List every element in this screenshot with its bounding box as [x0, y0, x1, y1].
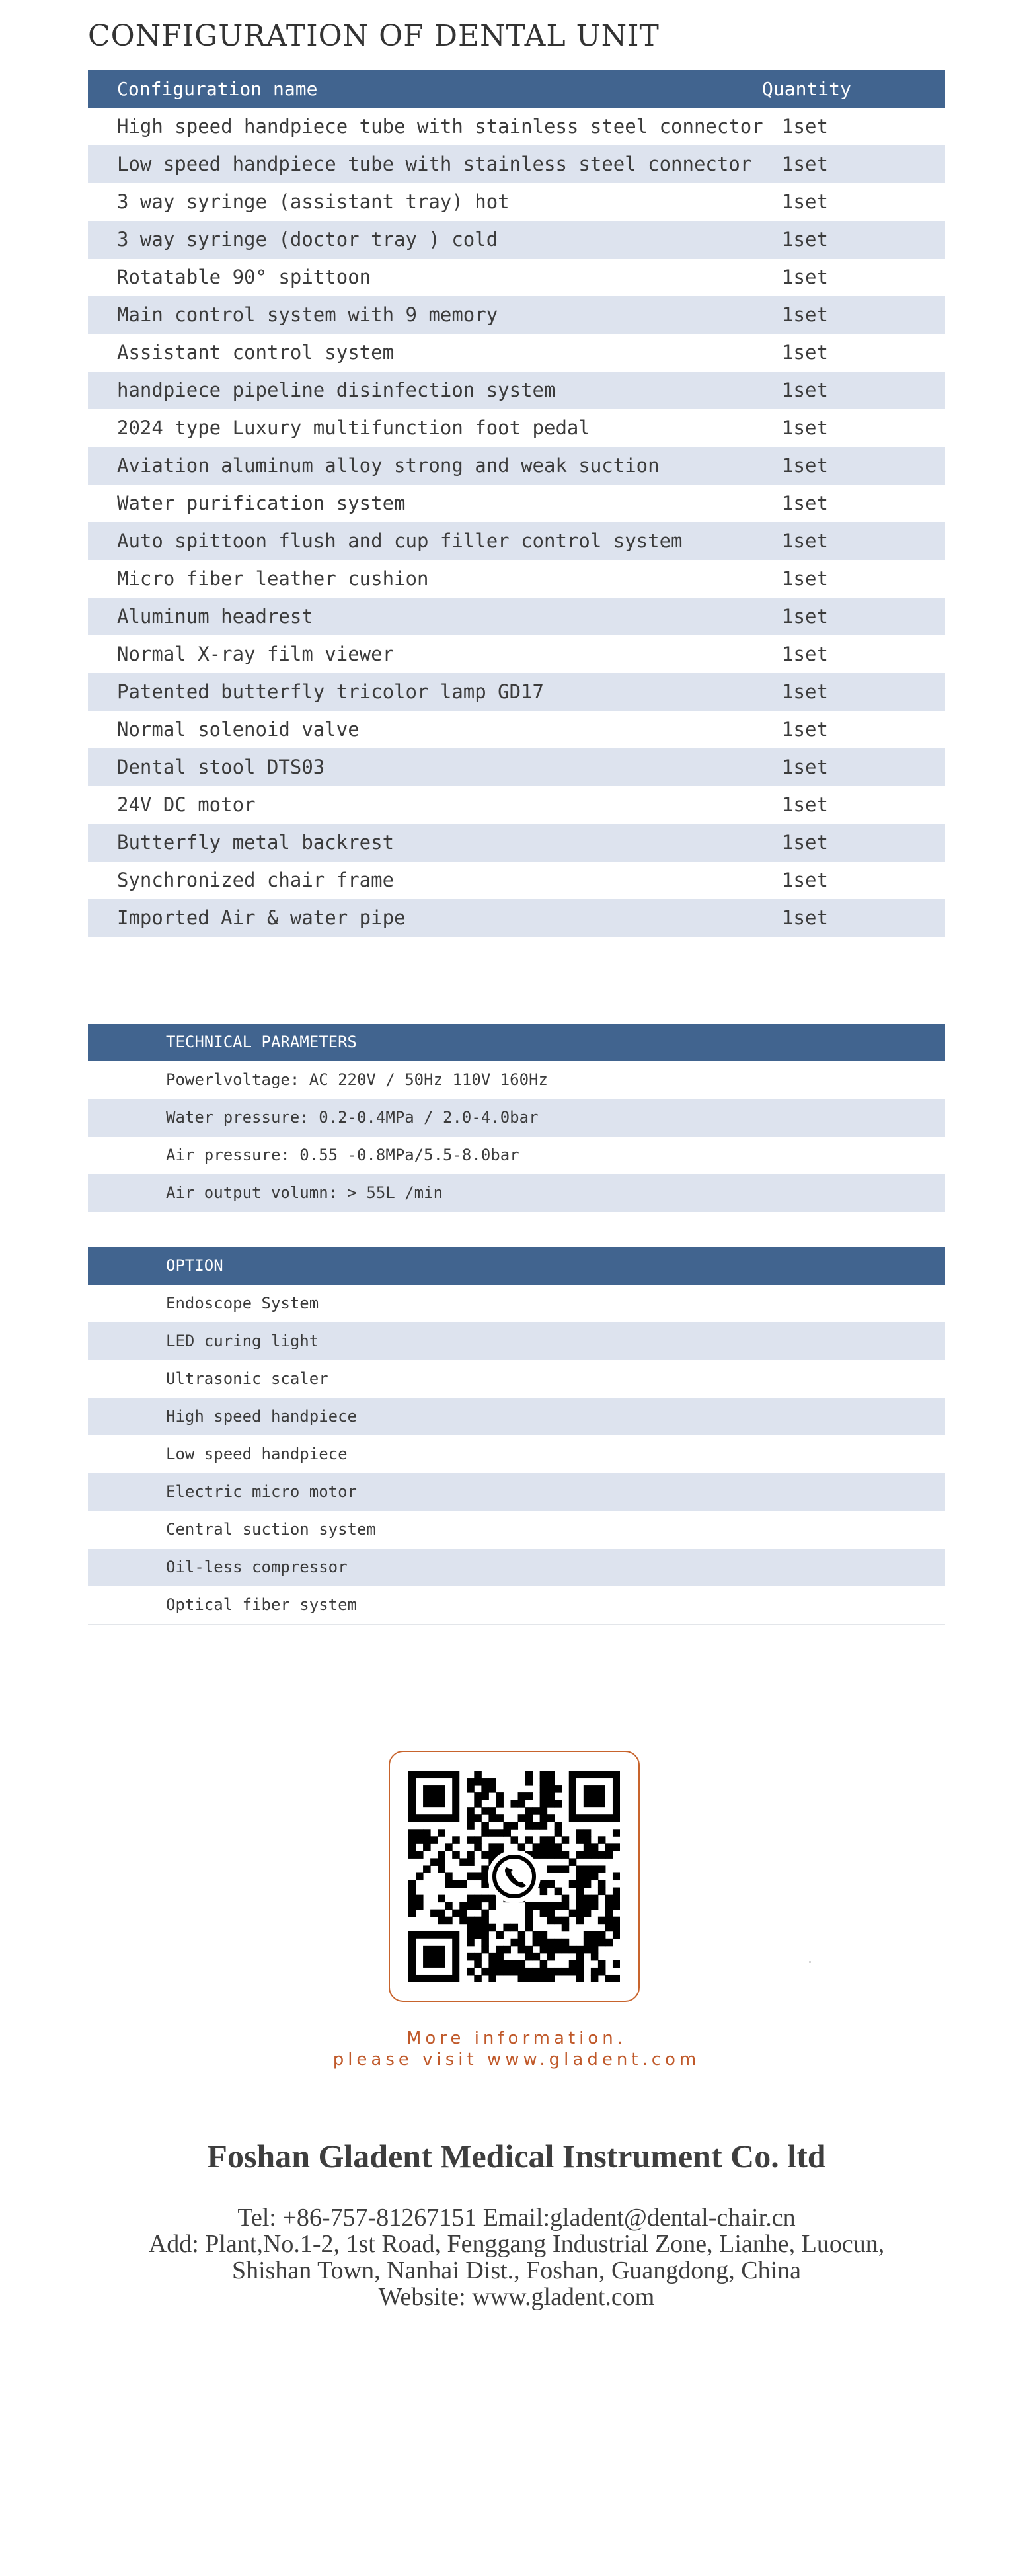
- technical-parameter-text: Powerlvoltage: AC 220V / 50Hz 110V 160Hz: [166, 1070, 548, 1089]
- technical-parameter-text: Air output volumn: > 55L /min: [166, 1184, 443, 1202]
- technical-parameters-header: [88, 1024, 945, 1061]
- configuration-item-name: Dental stool DTS03: [117, 756, 325, 778]
- option-item-text: Low speed handpiece: [166, 1445, 348, 1463]
- configuration-row: [88, 598, 945, 635]
- configuration-item-name: 3 way syringe (assistant tray) hot: [117, 190, 510, 213]
- configuration-row: [88, 259, 945, 296]
- option-title: OPTION: [166, 1256, 223, 1275]
- configuration-row: [88, 862, 945, 899]
- option-item-text: Oil-less compressor: [166, 1558, 348, 1576]
- configuration-row: [88, 372, 945, 409]
- contact-website: Website: www.gladent.com: [378, 2283, 655, 2311]
- configuration-row: [88, 334, 945, 372]
- configuration-item-quantity: 1set: [782, 718, 828, 741]
- configuration-item-quantity: 1set: [782, 869, 828, 891]
- option-row: [88, 1398, 945, 1435]
- option-item-text: Ultrasonic scaler: [166, 1369, 328, 1388]
- whatsapp-qr-code-icon: [408, 1771, 620, 1982]
- configuration-table-header: [88, 70, 945, 108]
- configuration-item-quantity: 1set: [782, 793, 828, 816]
- configuration-row: [88, 786, 945, 824]
- technical-parameters-table: [88, 1024, 945, 1212]
- option-item-text: Electric micro motor: [166, 1482, 357, 1501]
- option-item-text: High speed handpiece: [166, 1407, 357, 1426]
- configuration-item-name: High speed handpiece tube with stainless steel connector: [117, 115, 763, 138]
- option-row: [88, 1360, 945, 1398]
- configuration-row: [88, 748, 945, 786]
- configuration-item-name: Micro fiber leather cushion: [117, 567, 429, 590]
- configuration-row: [88, 108, 945, 145]
- contact-address-line-1: Add: Plant,No.1-2, 1st Road, Fenggang Industrial Zone, Lianhe, Luocun,: [148, 2230, 885, 2258]
- configuration-row: [88, 145, 945, 183]
- option-row: [88, 1285, 945, 1322]
- option-table: [88, 1247, 945, 1625]
- technical-parameter-row: [88, 1137, 945, 1174]
- configuration-item-quantity: 1set: [782, 266, 828, 288]
- configuration-item-quantity: 1set: [782, 454, 828, 477]
- configuration-item-name: handpiece pipeline disinfection system: [117, 379, 556, 401]
- configuration-item-quantity: 1set: [782, 643, 828, 665]
- configuration-item-quantity: 1set: [782, 379, 828, 401]
- option-row: [88, 1473, 945, 1511]
- decorative-dot: [809, 1961, 811, 1963]
- more-information-text: More information.: [406, 2029, 627, 2048]
- configuration-item-name: 24V DC motor: [117, 793, 256, 816]
- configuration-item-quantity: 1set: [782, 228, 828, 251]
- configuration-item-quantity: 1set: [782, 190, 828, 213]
- technical-parameter-row: [88, 1174, 945, 1212]
- configuration-item-name: Rotatable 90° spittoon: [117, 266, 371, 288]
- configuration-item-quantity: 1set: [782, 115, 828, 138]
- configuration-item-name: Synchronized chair frame: [117, 869, 395, 891]
- option-row: [88, 1511, 945, 1549]
- configuration-item-name: Aviation aluminum alloy strong and weak suction: [117, 454, 660, 477]
- configuration-item-quantity: 1set: [782, 605, 828, 627]
- option-item-text: LED curing light: [166, 1332, 319, 1350]
- option-item-text: Endoscope System: [166, 1294, 319, 1312]
- configuration-row: [88, 409, 945, 447]
- header-configuration-name: Configuration name: [117, 78, 318, 100]
- configuration-item-name: Aluminum headrest: [117, 605, 313, 627]
- configuration-item-quantity: 1set: [782, 530, 828, 552]
- configuration-row: [88, 447, 945, 485]
- configuration-item-name: 2024 type Luxury multifunction foot pedal: [117, 417, 590, 439]
- configuration-item-name: Butterfly metal backrest: [117, 831, 395, 854]
- option-item-text: Optical fiber system: [166, 1595, 357, 1614]
- option-header: [88, 1247, 945, 1285]
- option-row: [88, 1322, 945, 1360]
- configuration-row: [88, 560, 945, 598]
- contact-tel-email: Tel: +86-757-81267151 Email:gladent@dental-chair.cn: [237, 2204, 796, 2232]
- website-visit-text: please visit www.gladent.com: [332, 2050, 701, 2070]
- option-row: [88, 1435, 945, 1473]
- configuration-item-name: 3 way syringe (doctor tray ) cold: [117, 228, 498, 251]
- page-title: CONFIGURATION OF DENTAL UNIT: [88, 19, 660, 53]
- configuration-item-name: Low speed handpiece tube with stainless steel connector: [117, 153, 752, 175]
- configuration-item-name: Main control system with 9 memory: [117, 303, 498, 326]
- configuration-item-name: Auto spittoon flush and cup filler control system: [117, 530, 683, 552]
- company-name: Foshan Gladent Medical Instrument Co. ltd: [207, 2138, 826, 2175]
- configuration-row: [88, 899, 945, 937]
- configuration-item-quantity: 1set: [782, 906, 828, 929]
- configuration-row: [88, 522, 945, 560]
- configuration-row: [88, 824, 945, 862]
- option-row: [88, 1549, 945, 1586]
- configuration-item-quantity: 1set: [782, 831, 828, 854]
- configuration-row: [88, 635, 945, 673]
- option-item-text: Central suction system: [166, 1520, 376, 1539]
- technical-parameter-row: [88, 1099, 945, 1137]
- configuration-item-name: Assistant control system: [117, 341, 395, 364]
- configuration-item-name: Normal solenoid valve: [117, 718, 360, 741]
- configuration-row: [88, 485, 945, 522]
- configuration-item-quantity: 1set: [782, 303, 828, 326]
- configuration-item-quantity: 1set: [782, 492, 828, 514]
- configuration-row: [88, 673, 945, 711]
- header-quantity: Quantity: [762, 78, 851, 100]
- configuration-item-quantity: 1set: [782, 341, 828, 364]
- configuration-row: [88, 296, 945, 334]
- qr-code-frame: [389, 1751, 640, 2002]
- technical-parameters-title: TECHNICAL PARAMETERS: [166, 1033, 357, 1051]
- configuration-row: [88, 183, 945, 221]
- configuration-item-quantity: 1set: [782, 567, 828, 590]
- technical-parameter-row: [88, 1061, 945, 1099]
- technical-parameter-text: Air pressure: 0.55 -0.8MPa/5.5-8.0bar: [166, 1146, 519, 1164]
- technical-parameter-text: Water pressure: 0.2-0.4MPa / 2.0-4.0bar: [166, 1108, 539, 1127]
- configuration-row: [88, 221, 945, 259]
- configuration-item-quantity: 1set: [782, 680, 828, 703]
- configuration-item-name: Imported Air & water pipe: [117, 906, 406, 929]
- contact-address-line-2: Shishan Town, Nanhai Dist., Foshan, Guangdong, China: [231, 2257, 802, 2284]
- configuration-table: [88, 70, 945, 937]
- configuration-item-quantity: 1set: [782, 417, 828, 439]
- option-row: [88, 1586, 945, 1625]
- configuration-item-name: Patented butterfly tricolor lamp GD17: [117, 680, 545, 703]
- configuration-item-name: Water purification system: [117, 492, 406, 514]
- configuration-item-quantity: 1set: [782, 153, 828, 175]
- configuration-item-quantity: 1set: [782, 756, 828, 778]
- configuration-item-name: Normal X-ray film viewer: [117, 643, 395, 665]
- configuration-row: [88, 711, 945, 748]
